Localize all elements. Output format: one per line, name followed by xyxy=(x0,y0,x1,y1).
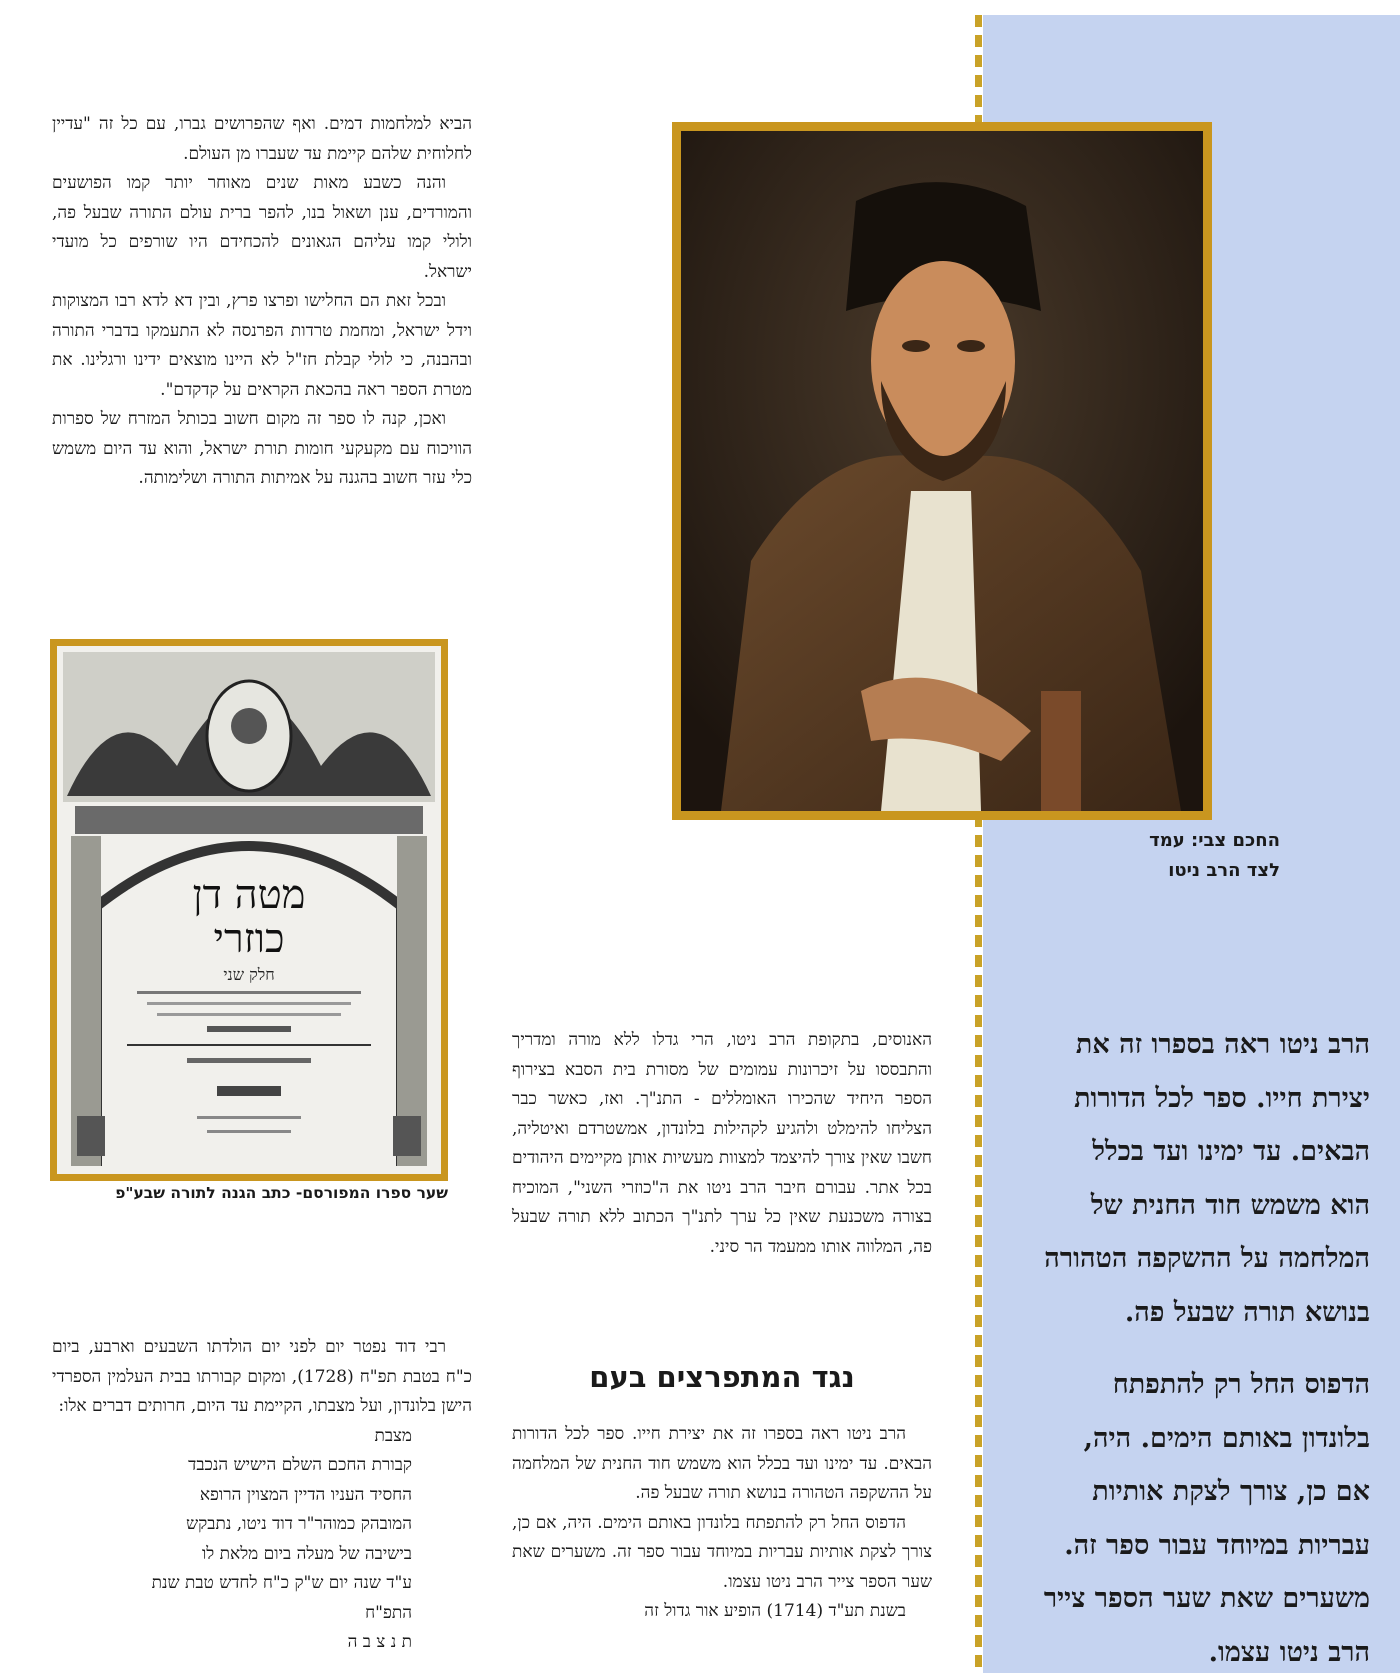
sidebar-line: הרב ניטו עצמו. xyxy=(1015,1626,1370,1679)
paragraph: האנוסים, בתקופת הרב ניטו, הרי גדלו ללא מורה ומדריך והתבססו על זיכרונות עמומים של מסורת בית הסבא בצירוף הספר היחיד שהכירו האומללים - התנ"ך. ואז, כאשר כבר הצליחו להימלט ולהגיע לקהילות בלונדון, אמשטרדם ואיטליה, חשבו שאין צורך להיצמד למצוות מעשיות אותן מקיימים היהודים בכל אתר. עבורם חיבר הרב ניטו את ה"כוזרי השני", המוכיח בצורה משכנעת שאין כל ערך לתנ"ך הכתוב ללא תורה שבעל פה, המלווה אותו ממעמד הר סיני. xyxy=(512,1026,932,1262)
title-page-caption: שער ספרו המפורסם- כתב הגנה לתורה שבע"פ xyxy=(50,1184,448,1202)
paragraph: הביא למלחמות דמים. ואף שהפרושים גברו, עם כל זה "עדיין לחלוחית שלהם קיימת עד שעברו מן העולם. xyxy=(52,110,472,169)
sidebar-line: בנושא תורה שבעל פה. xyxy=(1015,1286,1370,1340)
sidebar-line: הוא משמש חוד החנית של xyxy=(1015,1179,1370,1233)
sidebar-line: המלחמה על ההשקפה הטהורה xyxy=(1015,1232,1370,1286)
paragraph: ובכל זאת הם החלישו ופרצו פרץ, ובין דא לדא רבו המצוקות וידל ישראל, ומחמת טרדות הפרנסה לא התעמקו בדברי התורה ובהבנה, כי לולי קבלת חז"ל לא היינו מוצאים ידינו ורגלינו. את מטרת הספר ראה בהכאת הקראים על קדקדם". xyxy=(52,287,472,405)
epitaph-line: בישיבה של מעלה ביום מלאת לו xyxy=(52,1540,412,1570)
title-page-big-line: מטה דן xyxy=(192,872,305,918)
epitaph-line: המובהק כמוהר"ר דוד ניטו, נתבקש xyxy=(52,1510,412,1540)
portrait-caption-line: החכם צבי: עמד xyxy=(1030,826,1280,856)
portrait-caption-line: לצד הרב ניטו xyxy=(1030,856,1280,886)
paragraph: בשנת תע"ד (1714) הופיע אור גדול זה xyxy=(512,1597,932,1627)
epitaph-line: מצבת xyxy=(52,1422,412,1452)
article-column-middle-bottom xyxy=(512,1420,932,1627)
portrait-painting-icon xyxy=(681,131,1203,811)
section-heading: נגד המתפרצים בעם xyxy=(512,1360,932,1394)
paragraph: ואכן, קנה לו ספר זה מקום חשוב בכותל המזרח של ספרות הוויכוח עם מקעקעי חומות תורת ישראל, והוא עד היום משמש כלי עזר חשוב בהגנה על אמיתות התורה ושלימותה. xyxy=(52,405,472,494)
paragraph: והנה כשבע מאות שנים מאוחר יותר קמו הפושעים והמורדים, ענן ושאול בנו, להפר ברית עולם התורה שבעל פה, ולולי קמו עליהם הגאונים להכחידם היו שורפים כל מועדי ישראל. xyxy=(52,169,472,287)
epitaph-inscription xyxy=(52,1422,452,1658)
epitaph-line: קבורת החכם השלם הישיש הנכבד xyxy=(52,1451,412,1481)
sidebar-line: אם כן, צורך לצקת אותיות xyxy=(1015,1465,1370,1519)
sidebar-line: הדפוס החל רק להתפתח xyxy=(1015,1358,1370,1412)
paragraph: רבי דוד נפטר יום לפני יום הולדתו השבעים וארבע, ביום כ"ח בטבת תפ"ח (1728), ומקום קבורתו בבית העלמין הספרדי הישן בלונדון, ועל מצבתו, הקיימת עד היום, חרותים דברים אלו: xyxy=(52,1333,472,1422)
sidebar-line: עבריות במיוחד עבור ספר זה. xyxy=(1015,1519,1370,1573)
epitaph-line: התפ"ח xyxy=(52,1599,412,1629)
portrait-caption xyxy=(1030,826,1280,886)
sidebar-quote-1 xyxy=(1015,1018,1370,1339)
article-column-left-bottom xyxy=(52,1333,472,1658)
title-page-sub-line: חלק שני xyxy=(223,965,274,984)
epitaph-line: החסיד העניו הדיין המצוין הרופא xyxy=(52,1481,412,1511)
epitaph-line: ת נ צ ב ה xyxy=(52,1628,412,1658)
paragraph: הדפוס החל רק להתפתח בלונדון באותם הימים. היה, אם כן, צורך לצקת אותיות עבריות במיוחד עבור ספר זה. משערים שאת שער הספר צייר הרב ניטו עצמו. xyxy=(512,1509,932,1598)
engraved-title-page-icon xyxy=(57,646,441,1174)
article-column-left-top xyxy=(52,110,472,494)
sidebar-line: הרב ניטו ראה בספרו זה את xyxy=(1015,1018,1370,1072)
sidebar-line: הבאים. עד ימינו ועד בכלל xyxy=(1015,1125,1370,1179)
sidebar-line: משערים שאת שער הספר צייר xyxy=(1015,1572,1370,1626)
sidebar-line: יצירת חייו. ספר לכל הדורות xyxy=(1015,1072,1370,1126)
sidebar-quote-2 xyxy=(1015,1358,1370,1679)
article-column-middle-top xyxy=(512,1026,932,1262)
epitaph-line: ע"ד שנה יום ש"ק כ"ח לחדש טבת שנת xyxy=(52,1569,412,1599)
paragraph: הרב ניטו ראה בספרו זה את יצירת חייו. ספר לכל הדורות הבאים. עד ימינו ועד בכלל הוא משמש חוד החנית של המלחמה על ההשקפה הטהורה בנושא תורה שבעל פה. xyxy=(512,1420,932,1509)
sidebar-line: בלונדון באותם הימים. היה, xyxy=(1015,1412,1370,1466)
title-page-big-line: כוזרי xyxy=(213,916,284,962)
portrait-image xyxy=(672,122,1212,820)
title-page-image xyxy=(50,639,448,1181)
